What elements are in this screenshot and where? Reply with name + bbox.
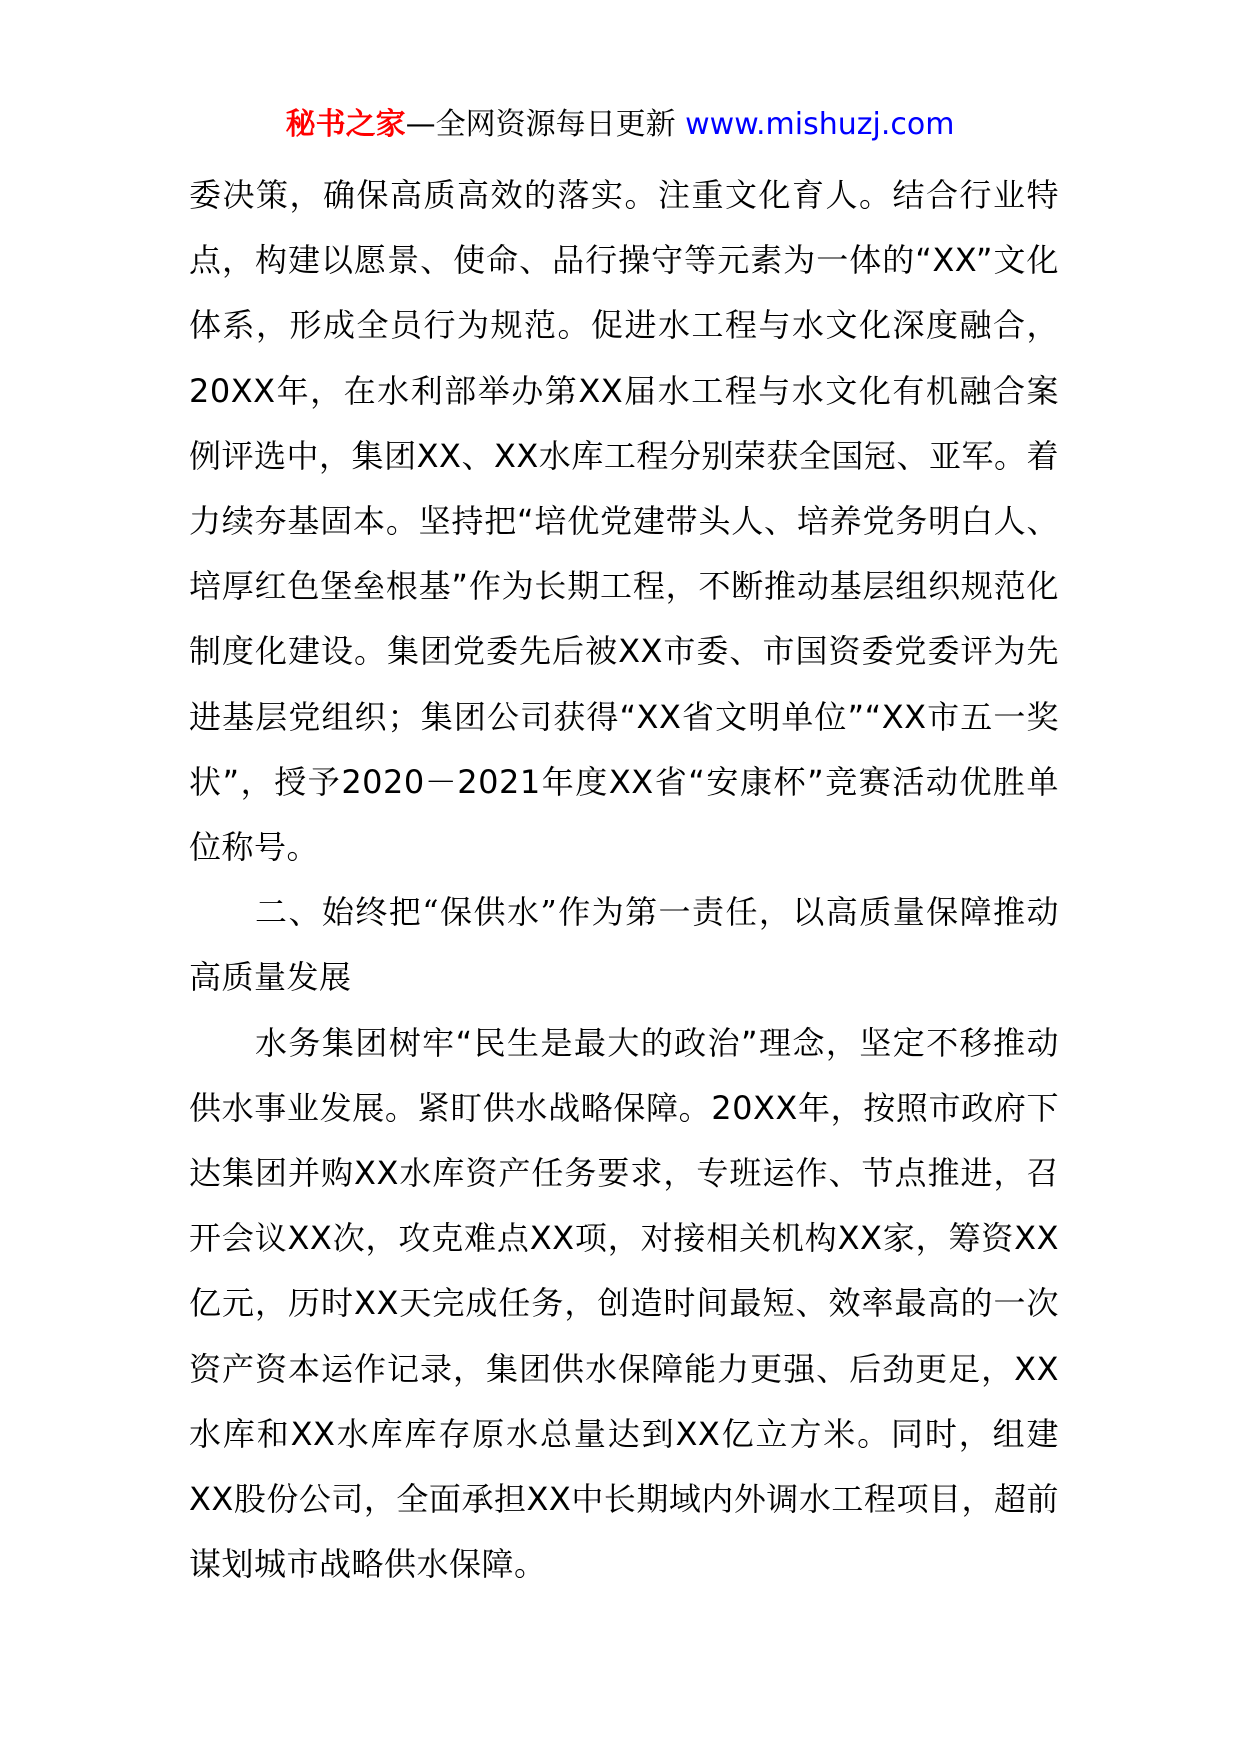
header-brand: 秘书之家 [285, 107, 406, 142]
document-body [189, 163, 1059, 1597]
page-header [0, 103, 1240, 147]
header-url-link[interactable]: www.mishuzj.com [685, 107, 955, 142]
body-paragraph-continued: 委决策，确保高质高效的落实。注重文化育人。结合行业特点，构建以愿景、使命、品行操守等元素为一体的“XX”文化体系，形成全员行为规范。促进水工程与水文化深度融合，20XX年，在水利部举办第XX届水工程与水文化有机融合案例评选中，集团XX、XX水库工程分别荣获全国冠、亚军。着力续夯基固本。坚持把“培优党建带头人、培养党务明白人、培厚红色堡垒根基”作为长期工程，不断推动基层组织规范化制度化建设。集团党委先后被XX市委、市国资委党委评为先进基层党组织；集团公司获得“XX省文明单位”“XX市五一奖状”，授予2020－2021年度XX省“安康杯”竞赛活动优胜单位称号。 [189, 176, 1059, 867]
section-heading: 二、始终把“保供水”作为第一责任，以高质量保障推动高质量发展 [189, 893, 1059, 997]
header-tagline: —全网资源每日更新 [405, 107, 676, 142]
body-paragraph: 水务集团树牢“民生是最大的政治”理念，坚定不移推动供水事业发展。紧盯供水战略保障。20XX年，按照市政府下达集团并购XX水库资产任务要求，专班运作、节点推进，召开会议XX次，攻克难点XX项，对接相关机构XX家，筹资XX亿元，历时XX天完成任务，创造时间最短、效率最高的一次资产资本运作记录，集团供水保障能力更强、后劲更足，XX水库和XX水库库存原水总量达到XX亿立方米。同时，组建XX股份公司，全面承担XX中长期域内外调水工程项目，超前谋划城市战略供水保障。 [189, 1023, 1059, 1584]
